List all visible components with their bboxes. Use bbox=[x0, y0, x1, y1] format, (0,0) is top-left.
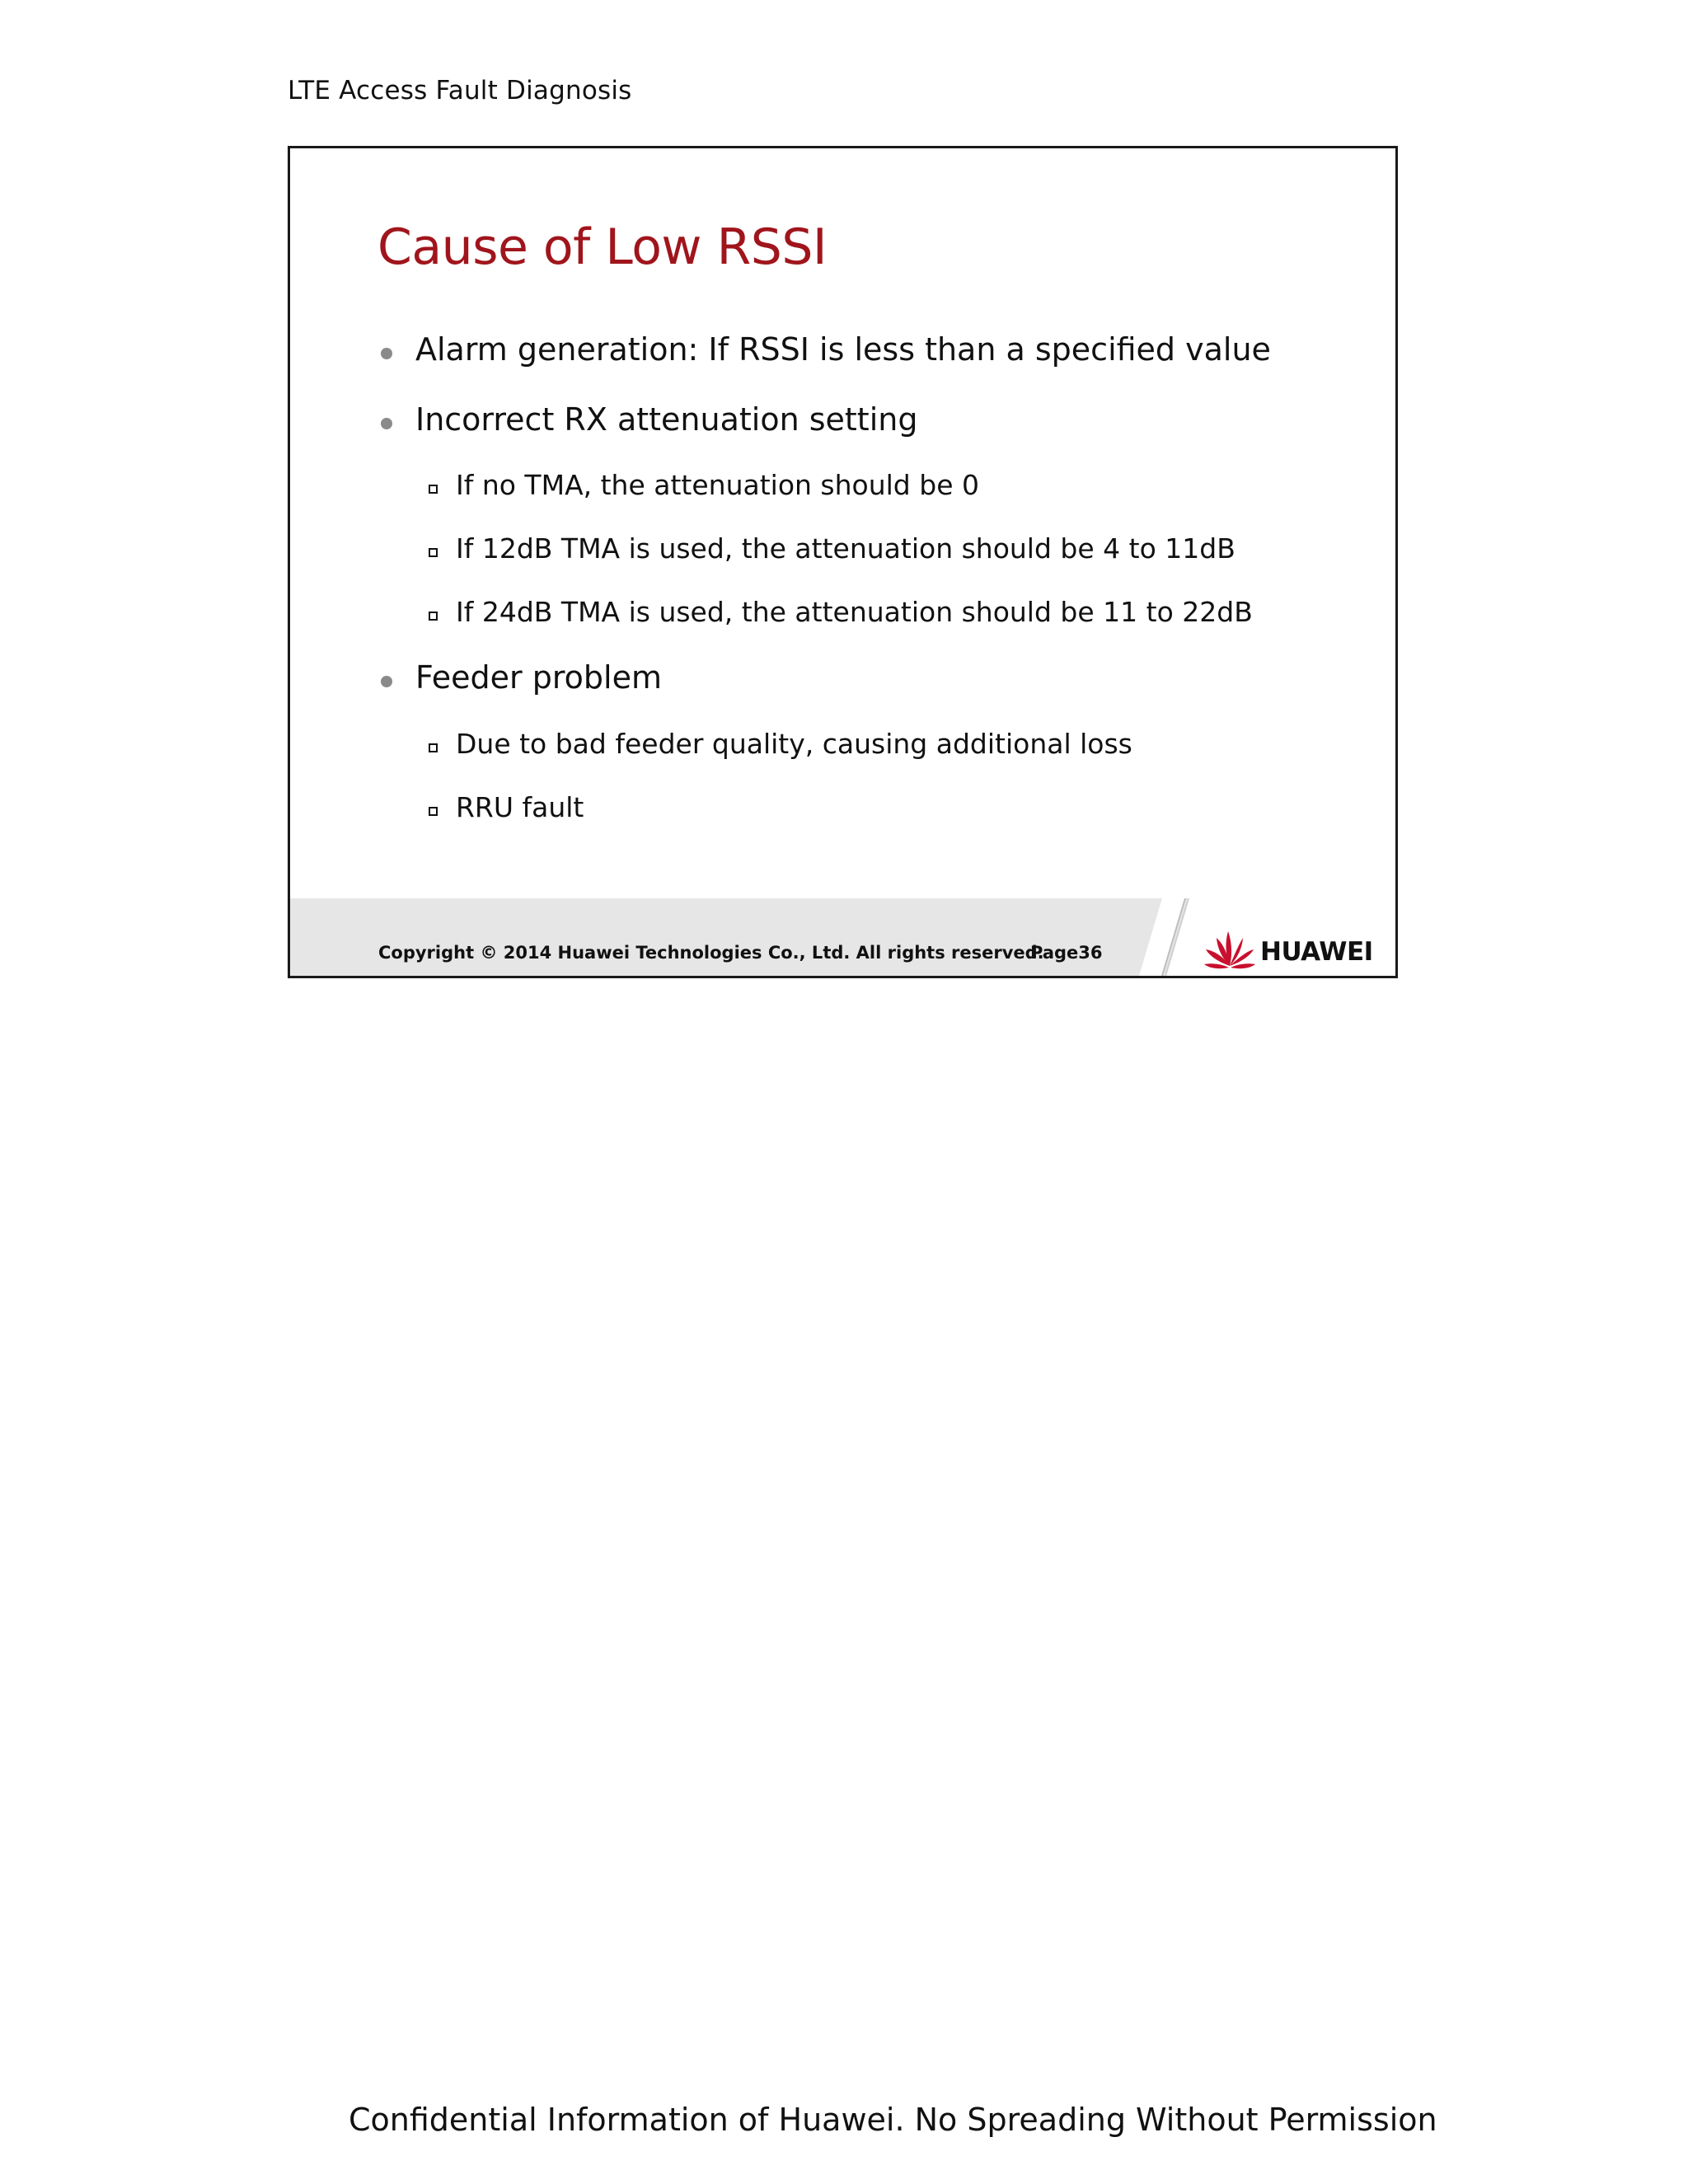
square-bullet-icon bbox=[429, 485, 438, 494]
square-bullet-icon bbox=[429, 807, 438, 816]
confidential-notice: Confidential Information of Huawei. No Spreading Without Permission bbox=[349, 2102, 1437, 2138]
footer-slash-fill bbox=[1165, 898, 1207, 976]
slide-title: Cause of Low RSSI bbox=[377, 218, 828, 276]
bullet-dot-icon bbox=[381, 418, 392, 429]
square-bullet-icon bbox=[429, 612, 438, 621]
square-bullet-icon bbox=[429, 548, 438, 557]
page-number: Page36 bbox=[1030, 943, 1103, 963]
huawei-logo-text: HUAWEI bbox=[1260, 937, 1373, 967]
bullet-dot-icon bbox=[381, 348, 392, 359]
square-bullet-icon bbox=[429, 743, 438, 752]
copyright-text: Copyright © 2014 Huawei Technologies Co., Ltd. All rights reserved. bbox=[378, 943, 1044, 963]
running-header: LTE Access Fault Diagnosis bbox=[288, 76, 632, 105]
huawei-flower-logo-icon bbox=[1203, 925, 1257, 974]
slide: Cause of Low RSSI Alarm generation: If RSSI is less than a specified value Incorrect RX attenuation setting If no TMA, the attenuation should be 0 If 12dB TMA is used, the attenuation should be 4 to 11dB If 24dB TMA is used, the attenuation should be 11 to 22dB Feeder problem Due to bad feeder quality, causing additional loss RRU fault Copyright © 2014 Huawei Technologies Co., Ltd. All rights reserved. Page36 HUAWEI bbox=[288, 146, 1398, 978]
bullet-dot-icon bbox=[381, 676, 392, 687]
